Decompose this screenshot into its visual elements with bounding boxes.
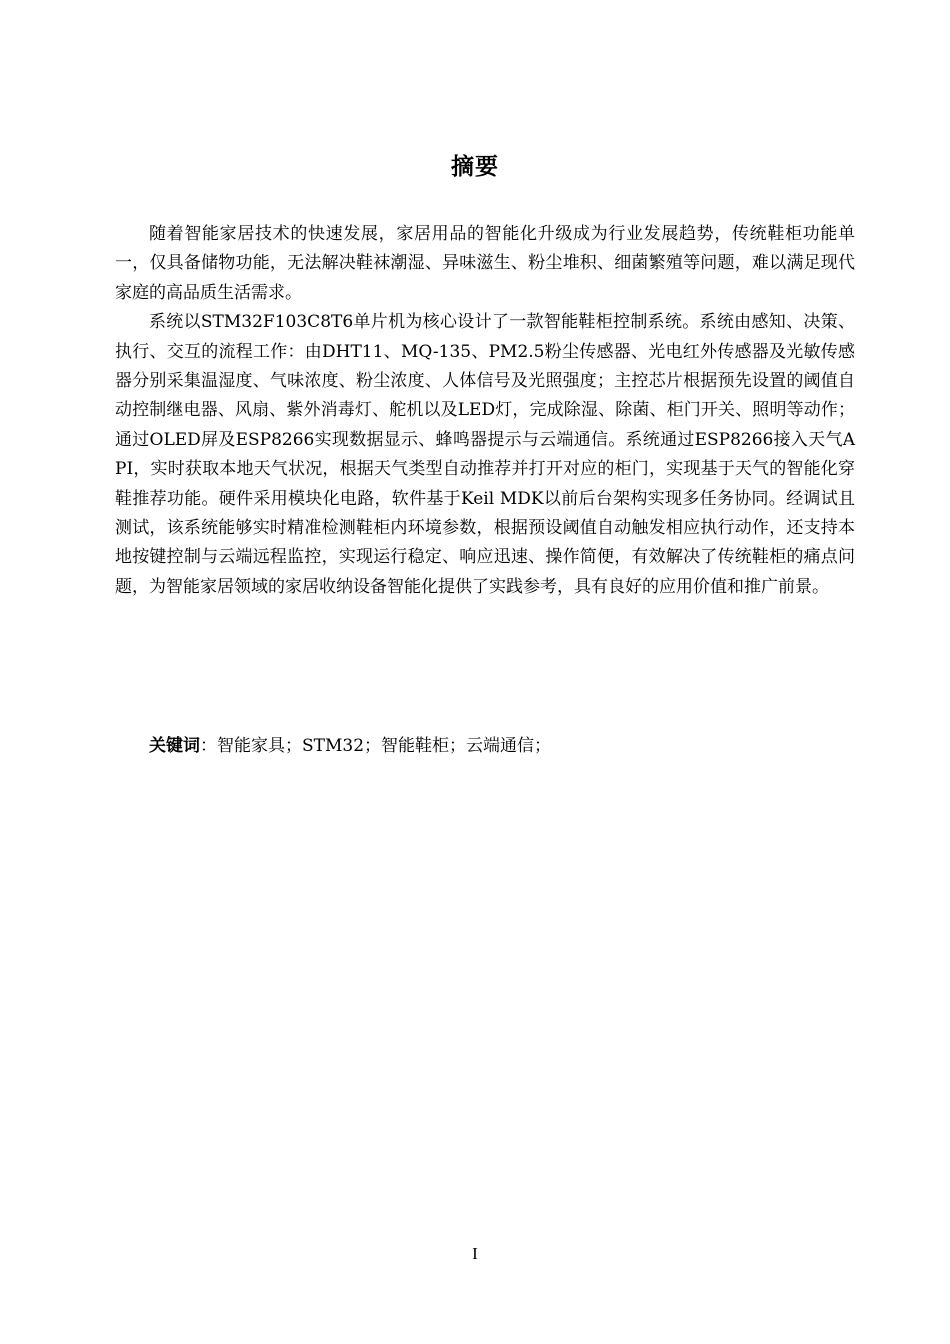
keywords-line [115,732,855,761]
abstract-paragraph-1: 随着智能家居技术的快速发展，家居用品的智能化升级成为行业发展趋势，传统鞋柜功能单一，仅具备储物功能，无法解决鞋袜潮湿、异味滋生、粉尘堆积、细菌繁殖等问题，难以满足现代家庭的高品质生活需求。 [115,224,855,303]
page-number: I [472,1244,478,1263]
keywords-text: 智能家具；STM32；智能鞋柜；云端通信； [217,736,552,756]
keywords-label: 关键词 [149,736,200,756]
abstract-body [115,220,855,602]
keywords-separator: ： [200,736,217,756]
abstract-paragraph-2: 系统以STM32F103C8T6单片机为核心设计了一款智能鞋柜控制系统。系统由感知、决策、执行、交互的流程工作：由DHT11、MQ-135、PM2.5粉尘传感器、光电红外传感器及光敏传感器分别采集温湿度、气味浓度、粉尘浓度、人体信号及光照强度；主控芯片根据预先设置的阈值自动控制继电器、风扇、紫外消毒灯、舵机以及LED灯，完成除湿、除菌、柜门开关、照明等动作；通过OLED屏及ESP8266实现数据显示、蜂鸣器提示与云端通信。系统通过ESP8266接入天气API，实时获取本地天气状况，根据天气类型自动推荐并打开对应的柜门，实现基于天气的智能化穿鞋推荐功能。硬件采用模块化电路，软件基于Keil MDK以前后台架构实现多任务协同。经调试且测试，该系统能够实时精准检测鞋柜内环境参数，根据预设阈值自动触发相应执行动作，还支持本地按键控制与云端远程监控，实现运行稳定、响应迅速、操作简便，有效解决了传统鞋柜的痛点问题，为智能家居领域的家居收纳设备智能化提供了实践参考，具有良好的应用价值和推广前景。 [115,312,855,597]
abstract-title: 摘要 [451,154,499,180]
